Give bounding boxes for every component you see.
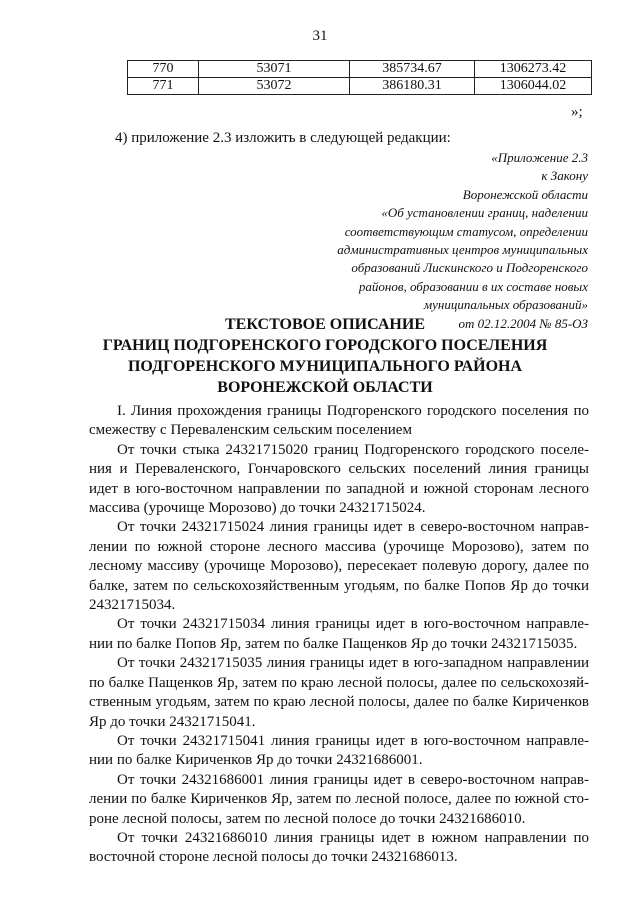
table-cell: 1306044.02: [475, 78, 592, 95]
paragraph: [89, 441, 589, 519]
text-line: ния и Переваленского, Гончаровского сельских поселений линия границы: [89, 461, 589, 478]
text-line: смежеству с Переваленским сельским поселением: [89, 422, 412, 439]
text-line: ственным угодьям, затем по краю лесной полосы, далее по балке Кириченков: [89, 694, 589, 711]
appendix-header-line: «Приложение 2.3: [491, 150, 588, 165]
paragraph: [89, 402, 589, 441]
appendix-header-line: от 02.12.2004 № 85-ОЗ: [458, 315, 588, 331]
table-cell: 385734.67: [350, 61, 475, 78]
title-line: ГРАНИЦ ПОДГОРЕНСКОГО ГОРОДСКОГО ПОСЕЛЕНИЯ: [102, 337, 548, 354]
text-line: массива (урочище Морозово) до точки 24321715024.: [89, 500, 426, 517]
text-line: лении по балке Кириченков Яр, затем по лесной полосе, далее по южной сто-: [89, 791, 589, 808]
appendix-header: [268, 149, 588, 333]
text-line: От точки стыка 24321715020 границ Подгоренского городского поселе-: [117, 441, 589, 458]
table-cell: 771: [128, 78, 199, 95]
text-line: От точки 24321715034 линия границы идет в юго-восточном направле-: [117, 616, 589, 633]
text-line: балке, затем по сельскохозяйственным угодьям, по балке Попов Яр до точки: [89, 577, 589, 594]
text-line: 24321715034.: [89, 597, 176, 614]
appendix-header-line: «Об установлении границ, наделении: [381, 205, 588, 221]
text-line: От точки 24321686010 линия границы идет в южном направлении по: [117, 829, 589, 846]
title-line: ПОДГОРЕНСКОГО МУНИЦИПАЛЬНОГО РАЙОНА: [127, 358, 523, 375]
text-line: I. Линия прохождения границы Подгоренского городского поселения по: [117, 403, 589, 419]
table-cell: 386180.31: [350, 78, 475, 95]
text-line: лении по южной стороне лесного массива (урочище Морозово), затем по: [89, 538, 589, 555]
document-title: [60, 314, 590, 398]
title-line: ТЕКСТОВОЕ ОПИСАНИЕ: [224, 316, 425, 333]
appendix-header-line: районов, образовании в их составе новых: [358, 278, 588, 294]
appendix-header-line: образований Лискинского и Подгоренского: [351, 260, 588, 276]
table-row: [128, 61, 592, 78]
appendix-header-line: муниципальных образований»: [423, 297, 588, 313]
table-row: [128, 78, 592, 95]
table-cell: 1306273.42: [475, 61, 592, 78]
paragraph: [89, 732, 589, 771]
body-text: [89, 402, 589, 868]
text-line: нии по балке Попов Яр, затем по балке Пащенков Яр до точки 24321715035.: [89, 635, 578, 652]
text-line: Яр до точки 24321715041.: [89, 713, 256, 730]
title-line: ВОРОНЕЖСКОЙ ОБЛАСТИ: [217, 379, 433, 396]
text-line: восточной стороне лесной полосы до точки 24321686013.: [89, 849, 458, 866]
paragraph: [89, 615, 589, 654]
text-line: От точки 24321715035 линия границы идет в юго-западном направлении: [117, 655, 589, 672]
text-line: От точки 24321715041 линия границы идет в юго-восточном направле-: [117, 732, 589, 749]
table-cell: 770: [128, 61, 199, 78]
paragraph: [89, 654, 589, 732]
paragraph: [89, 829, 589, 868]
text-line: роне лесной полосы, затем по лесной полосе до точки 24321686010.: [89, 810, 526, 827]
table-cell: 53072: [199, 78, 350, 95]
paragraph: [89, 771, 589, 829]
text-line: От точки 24321715024 линия границы идет в северо-восточном направ-: [117, 519, 589, 536]
closing-quote: »;: [571, 104, 583, 120]
coordinates-table: [127, 60, 592, 95]
text-line: лесному массиву (урочище Морозово), пересекает полевую дорогу, далее по: [89, 558, 589, 575]
appendix-header-line: административных центров муниципальных: [337, 242, 588, 258]
text-line: нии по балке Кириченков Яр до точки 24321686001.: [89, 752, 423, 769]
page-number: 31: [312, 28, 328, 44]
appendix-header-line: Воронежской области: [462, 186, 588, 202]
text-line: по балке Пащенков Яр, затем по краю лесной полосы, далее по сельскохозяй-: [89, 674, 589, 691]
appendix-header-line: соответствующим статусом, определении: [344, 223, 588, 239]
paragraph: [89, 518, 589, 615]
appendix-header-line: к Закону: [541, 168, 588, 184]
table-cell: 53071: [199, 61, 350, 78]
text-line: От точки 24321686001 линия границы идет в северо-восточном направ-: [117, 771, 589, 788]
amendment-intro: 4) приложение 2.3 изложить в следующей редакции:: [115, 130, 451, 146]
text-line: идет в юго-восточном направлении по западной и южной сторонам лесного: [89, 480, 589, 497]
